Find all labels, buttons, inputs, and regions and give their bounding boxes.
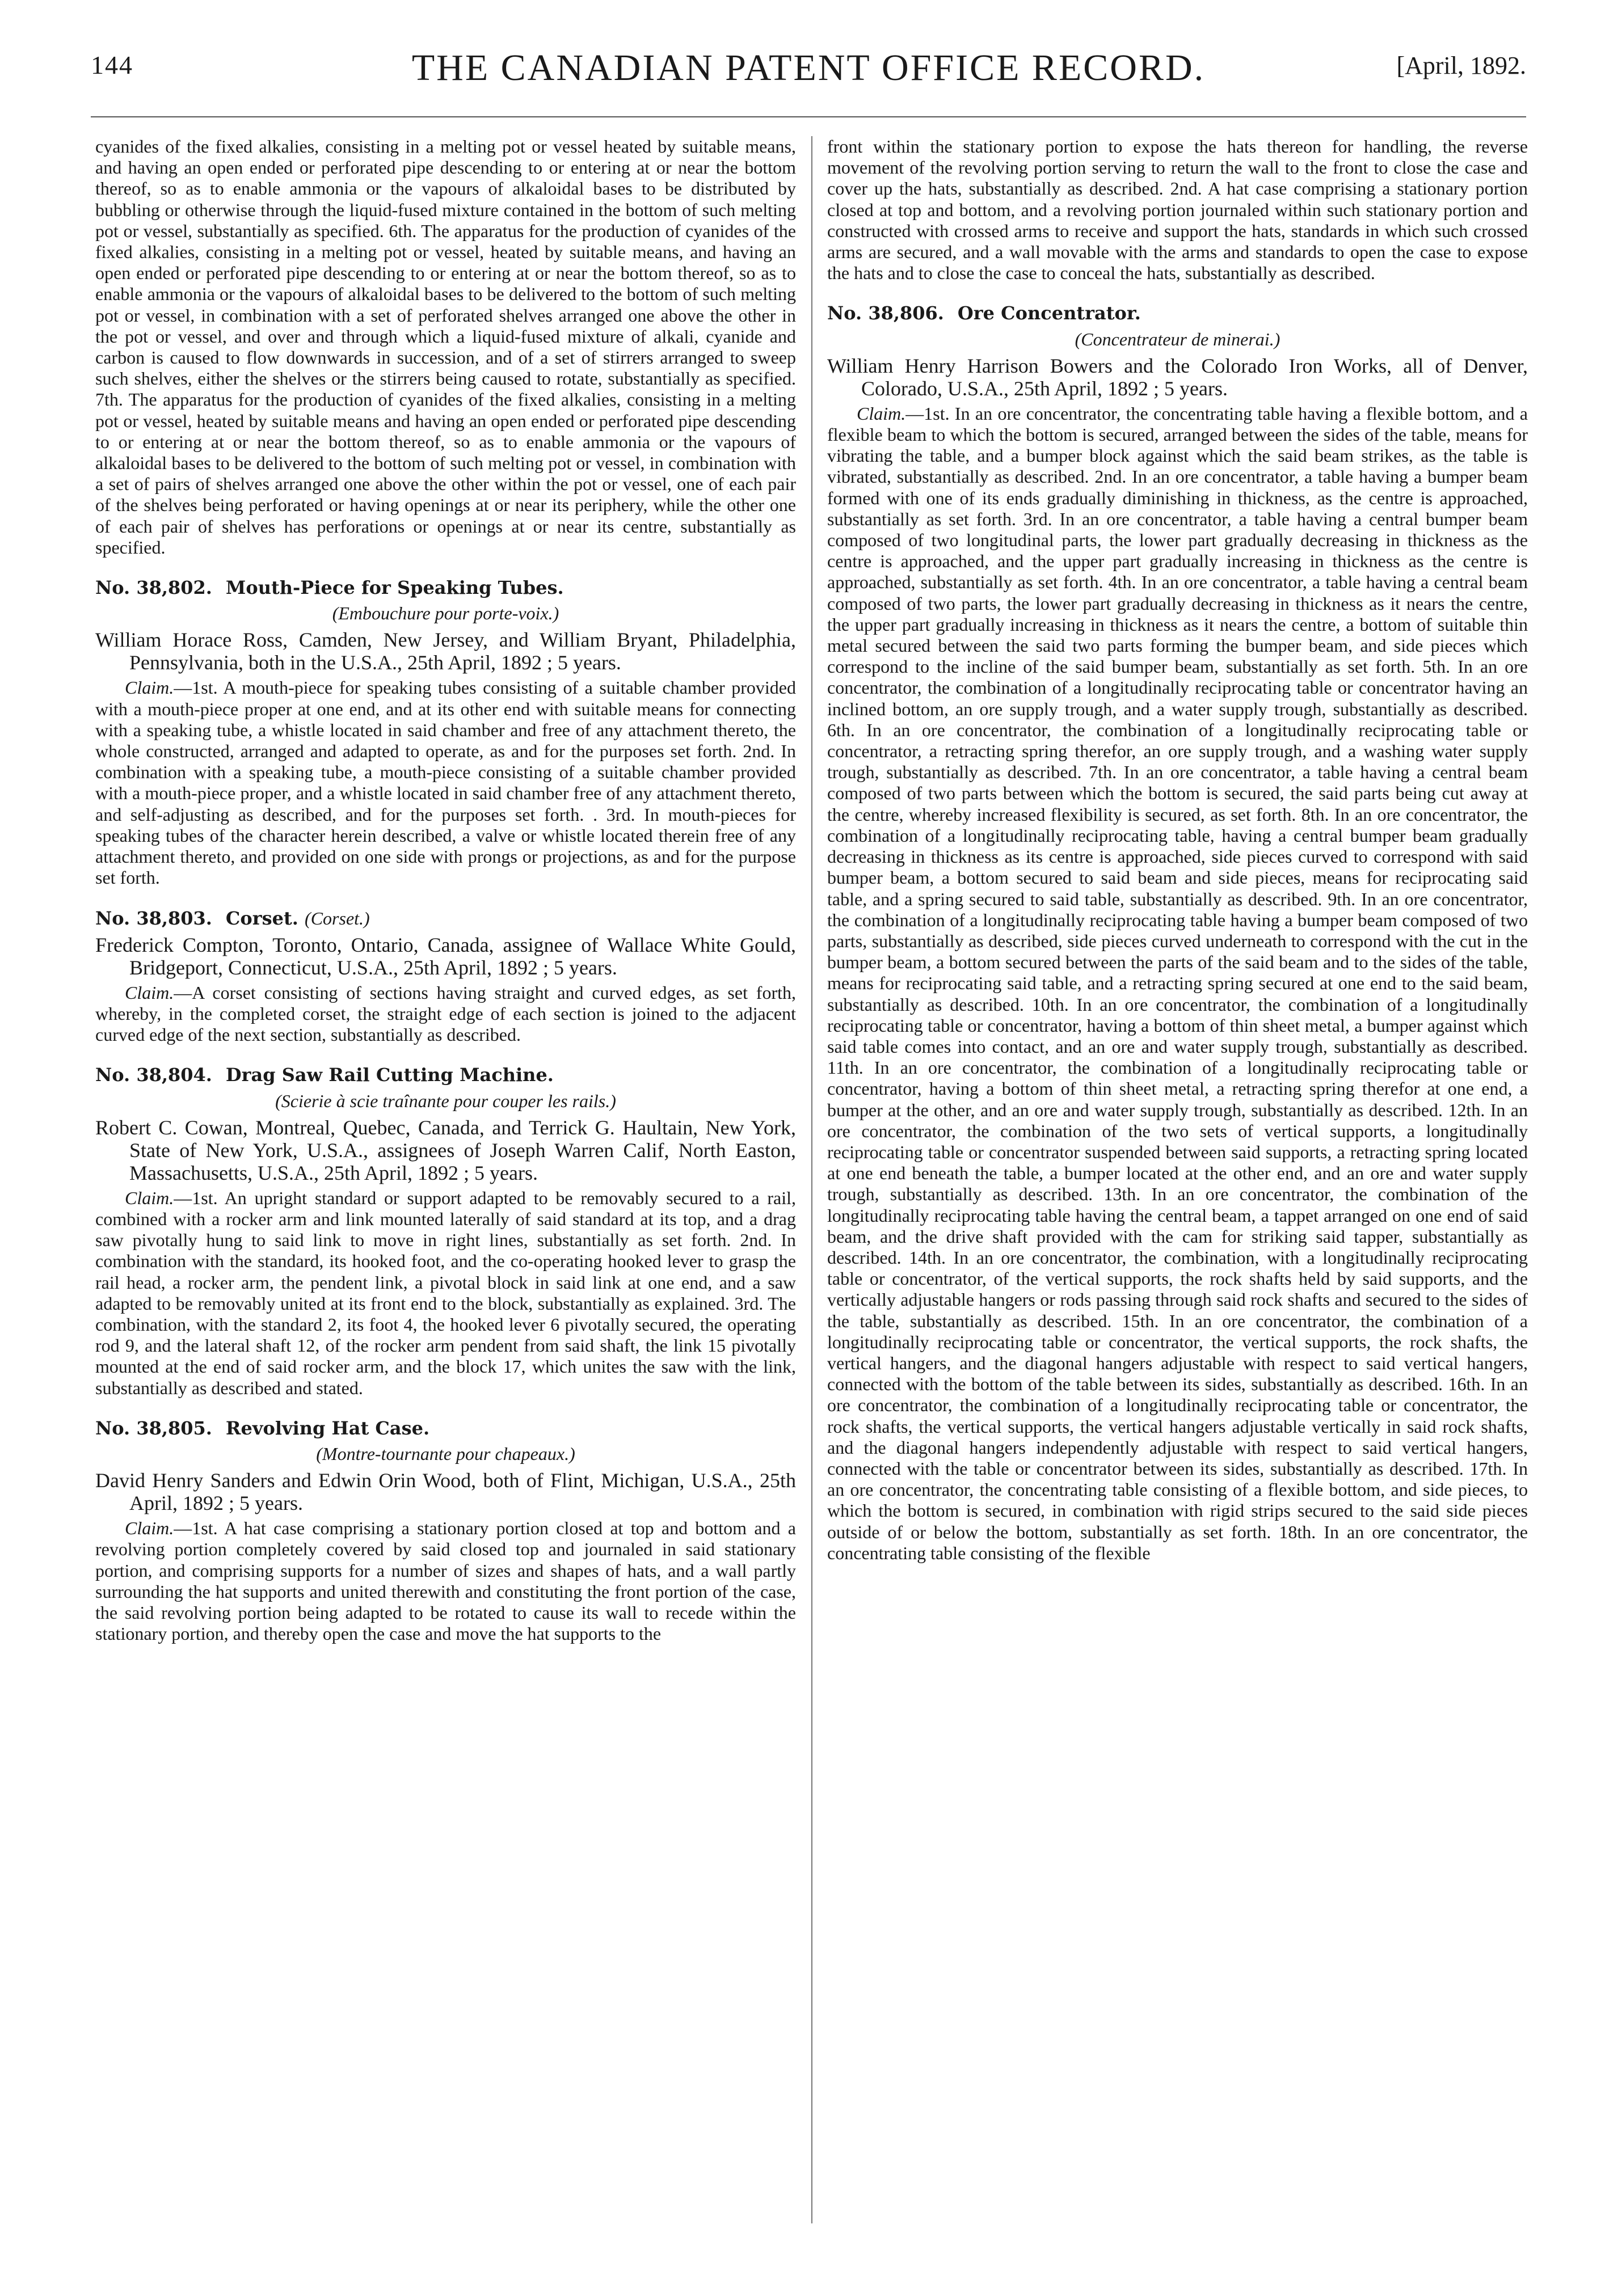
claims-text: —1st. A hat case comprising a stationary portion closed at top and bottom and a revolving portion completely covered by said closed top and journaled in said stationary portion, and comprising supports for a number of sizes and shapes of hats, and a wall partly surrounding the hat supports and united therewith and constituting the front portion of the case, the said revolving portion being adapted to be rotated to cause its wall to recede within the stationary portion, and thereby open the case and move the hat supports to the: [95, 1518, 796, 1644]
patent-entry-38805: [95, 1418, 796, 1645]
page-number: 144: [91, 50, 133, 79]
patent-title: Revolving Hat Case.: [225, 1417, 430, 1439]
claims: [95, 677, 796, 888]
patent-entry-38806: [827, 303, 1528, 1564]
patent-number: No. 38,806.: [827, 302, 944, 324]
french-title: (Corset.): [305, 908, 370, 928]
claim-label: Claim.: [857, 403, 906, 424]
inventors: William Henry Harrison Bowers and the Colorado Iron Works, all of Denver, Colorado, U.S.A., 25th April, 1892 ; 5 years.: [827, 354, 1528, 400]
patent-title: Ore Concentrator.: [957, 302, 1141, 324]
inventors: Frederick Compton, Toronto, Ontario, Canada, assignee of Wallace White Gould, Bridgeport, Connecticut, U.S.A., 25th April, 1892 ; 5 years.: [95, 933, 796, 979]
claims-text: —1st. A mouth-piece for speaking tubes consisting of a suitable chamber provided with a mouth-piece proper at one end, and at its other end with suitable means for connecting with a speaking tube, a whistle located in said chamber and free of any attachment thereto, the whole constructed, arranged and adapted to operate, as and for the purposes set forth. 2nd. In combination with a speaking tube, a mouth-piece consisting of a suitable chamber provided with a mouth-piece proper, and a whistle located in said chamber free of any attachment thereto, and self-adjusting as described, and for the purposes set forth. . 3rd. In mouth-pieces for speaking tubes of the character herein described, a valve or whistle located therein free of any attachment thereto, and provided on one side with prongs or projections, as and for the purpose set forth.: [95, 677, 796, 888]
patent-number: No. 38,804.: [95, 1064, 212, 1086]
issue-date: [April, 1892.: [1396, 52, 1526, 79]
right-column: [827, 136, 1528, 2223]
claims: [95, 1518, 796, 1644]
french-title: (Embouchure pour porte-voix.): [332, 603, 559, 624]
patent-entry-38804: [95, 1065, 796, 1398]
claims: [95, 1188, 796, 1399]
claim-label: Claim.: [125, 982, 174, 1003]
patent-number: No. 38,805.: [95, 1417, 212, 1439]
patent-heading: [827, 303, 1528, 324]
claim-label: Claim.: [125, 1187, 174, 1208]
continuation-text: front within the stationary portion to expose the hats thereon for handling, the reverse movement of the revolving portion serving to return the wall to the front to close the case and cover up the hats, substantially as described. 2nd. A hat case comprising a stationary portion closed at top and bottom, and a revolving portion journaled within such stationary portion and constructed with crossed arms to receive and support the hats, standards in which such crossed arms are secured, and a wall movable with the arms and standards to open the case to expose the hats and to close the case to conceal the hats, substantially as described.: [827, 136, 1528, 284]
continuation-text: cyanides of the fixed alkalies, consisting in a melting pot or vessel heated by suitable means, and having an open ended or perforated pipe descending to or entering at or near the bottom thereof, so as to enable ammonia or the vapours of alkaloidal bases to be distributed by bubbling or otherwise through the liquid-fused mixture contained in the bottom of such melting pot or vessel, substantially as specified. 6th. The apparatus for the production of cyanides of the fixed alkalies, consisting in a melting pot or vessel, heated by suitable means, and having an open ended or perforated pipe descending to or entering at or near the bottom thereof, so as to enable ammonia or the vapours of alkaloidal bases to be delivered to the bottom of such melting pot or vessel, in combination with a set of perforated shelves arranged one above the other in the pot or vessel, and over and through which a liquid-fused mixture of alkali, cyanide and carbon is caused to flow downwards in succession, and of a set of stirrers arranged to sweep such shelves, either the shelves or the stirrers being caused to rotate, substantially as specified. 7th. The apparatus for the production of cyanides of the fixed alkalies, consisting in a melting pot or vessel, heated by suitable means and having an open ended or perforated pipe descending to or entering at or near the bottom thereof, so as to enable ammonia or the vapours of alkaloidal bases to be delivered to the bottom of such melting pot or vessel, in combination with a set of pairs of shelves arranged one above the other within the pot or vessel, one of each pair of the shelves being perforated or having openings at or near its periphery, while the other one of each pair of shelves has perforations or openings at or near its centre, substantially as specified.: [95, 136, 796, 558]
journal-title: THE CANADIAN PATENT OFFICE RECORD.: [411, 47, 1206, 88]
patent-heading: [95, 1065, 796, 1086]
patent-title: Mouth-Piece for Speaking Tubes.: [225, 577, 564, 599]
patent-heading: [95, 1418, 796, 1439]
claims: [827, 403, 1528, 1564]
left-column: [95, 136, 796, 2223]
header-rule: [91, 116, 1526, 117]
patent-heading: [95, 577, 796, 598]
patent-number: No. 38,803.: [95, 907, 212, 929]
inventors: William Horace Ross, Camden, New Jersey, and William Bryant, Philadelphia, Pennsylvania, both in the U.S.A., 25th April, 1892 ; 5 years.: [95, 628, 796, 674]
patent-heading: [95, 908, 796, 929]
inventors: David Henry Sanders and Edwin Orin Wood, both of Flint, Michigan, U.S.A., 25th April, 1892 ; 5 years.: [95, 1469, 796, 1515]
french-title: (Concentrateur de minerai.): [1075, 328, 1280, 349]
patent-number: No. 38,802.: [95, 577, 212, 599]
patent-entry-38802: [95, 577, 796, 888]
claims-text: —A corset consisting of sections having straight and curved edges, as set forth, whereby, in the completed corset, the straight edge of each section is joined to the adjacent curved edge of the next section, substantially as described.: [95, 982, 796, 1045]
column-divider: [811, 136, 812, 2223]
page-header: [91, 47, 1526, 109]
french-title: (Montre-tournante pour chapeaux.): [316, 1443, 575, 1464]
claims: [95, 982, 796, 1046]
patent-title: Drag Saw Rail Cutting Machine.: [225, 1064, 554, 1086]
claims-text: —1st. In an ore concentrator, the concentrating table having a flexible bottom, and a flexible beam to which the bottom is secured, arranged between the sides of the table, means for vibrating the table, and a bumper block against which the said beam strikes, as the table is vibrated, substantially as described. 2nd. In an ore concentrator, a table having a bumper beam formed with one of its ends gradually diminishing in thickness, as the centre is approached, substantially as set forth. 3rd. In an ore concentrator, a table having a central bumper beam composed of two longitudinal parts, the lower part gradually decreasing in thickness as the centre is approached, and the upper part gradually increasing in thickness as the centre is approached, substantially as set forth. 4th. In an ore concentrator, a table having a central beam composed of two parts, the lower part gradually decreasing in thickness as it nears the centre, the upper part gradually increasing in thickness as it nears the centre, a bottom of suitable thin metal secured between the said two parts forming the bumper beam, and side pieces which correspond to the incline of the said bumper beam, substantially as set forth. 5th. In an ore concentrator, the combination of a longitudinally reciprocating table or concentrator having an inclined bottom, an ore supply trough, and a water supply trough, substantially as described. 6th. In an ore concentrator, the combination of a longitudinally reciprocating table or concentrator, a retracting spring therefor, an ore supply trough, and a washing water supply trough, substantially as described. 7th. In an ore concentrator, a table having a central beam composed of two parts between which the bottom is secured, the said parts being cut away at the centre, whereby increased flexibility is secured, as set forth. 8th. In an ore concentrator, the combination of a longitudinally reciprocating table, having a central bumper beam gradually decreasing in thickness as its centre is approached, side pieces curved to correspond with said bumper beam, a bottom secured to said beam and side pieces, means for reciprocating said table, and a spring secured to said table, substantially as described. 9th. In an ore concentrator, the combination of a longitudinally reciprocating table having a bumper beam composed of two parts, substantially as described, side pieces curved underneath to correspond with the cut in the bumper beam, a bottom secured between the parts of the said beam and to the sides of the table, means for reciprocating said table, and a retracting spring secured at one end to the said beam, substantially as described. 10th. In an ore concentrator, the combination of a longitudinally reciprocating table or concentrator, having a bottom of thin sheet metal, a bumper against which said table comes into contact, and an ore and water supply trough, substantially as described. 11th. In an ore concentrator, the combination of a longitudinally reciprocating table or concentrator, having a bottom of thin sheet metal, a retracting spring therefor at one end, a bumper at the other, and an ore and water supply trough, substantially as described. 12th. In an ore concentrator, the combination of the two sets of vertical supports, a longitudinally reciprocating table or concentrator suspended between said supports, a retracting spring located at one end beneath the table, a bumper located at the other end, and an ore and water supply trough, substantially as described. 13th. In an ore concentrator, the combination of the longitudinally reciprocating table having the central beam, a tappet arranged on one end of said beam, and the drive shaft provided with the cam for striking said tapper, substantially as described. 14th. In an ore concentrator, the combination, with a longitudinally reciprocating table or concentrator, of the vertical supports, the rock shafts held by said supports, and the vertically adjustable hangers or rods passing through said rock shafts and secured to the sides of the table, substantially as described. 15th. In an ore concentrator, the combination of a longitudinally reciprocating table or concentrator, the vertical supports, the rock shafts, the vertical hangers, and the diagonal hangers adjustable with respect to said vertical hangers, connected with the bottom of the table between its sides, substantially as described. 16th. In an ore concentrator, the combination of a longitudinally reciprocating table or concentrator, the rock shafts, the vertical supports, the vertical hangers adjustable vertically in said rock shafts, and the diagonal hangers independently adjustable with respect to said vertical hangers, connected with the table or concentrator between its sides, substantially as described. 17th. In an ore concentrator, the concentrating table consisting of a flexible bottom, and side pieces, to which the bottom is secured, in combination with rigid strips secured to the said side pieces outside of or below the bottom, substantially as set forth. 18th. In an ore concentrator, the concentrating table consisting of the flexible: [827, 403, 1528, 1563]
claim-label: Claim.: [125, 1518, 174, 1539]
inventors: Robert C. Cowan, Montreal, Quebec, Canada, and Terrick G. Haultain, New York, State of New York, U.S.A., assignees of Joseph Warren Calif, North Easton, Massachusetts, U.S.A., 25th April, 1892 ; 5 years.: [95, 1116, 796, 1184]
french-title: (Scierie à scie traînante pour couper les rails.): [275, 1090, 616, 1111]
claims-text: —1st. An upright standard or support adapted to be removably secured to a rail, combined with a rocker arm and link mounted laterally of said standard at its top, and a drag saw pivotally hung to said link to move in right lines, substantially as set forth. 2nd. In combination with the standard, its hooked foot, and the co-operating hooked lever to grasp the rail head, a rocker arm, the pendent link, a pivotal block in said link at one end, and a saw adapted to be removably united at its front end to the block, substantially as explained. 3rd. The combination, with the standard 2, its foot 4, the hooked lever 6 pivotally secured, the operating rod 9, and the lateral shaft 12, of the rocker arm pendent from said shaft, the link 15 pivotally mounted at the end of said rocker arm, and the block 17, which unites the saw with the link, substantially as described and stated.: [95, 1187, 796, 1398]
patent-entry-38803: [95, 908, 796, 1046]
claim-label: Claim.: [125, 677, 174, 698]
patent-title: Corset.: [225, 907, 298, 929]
